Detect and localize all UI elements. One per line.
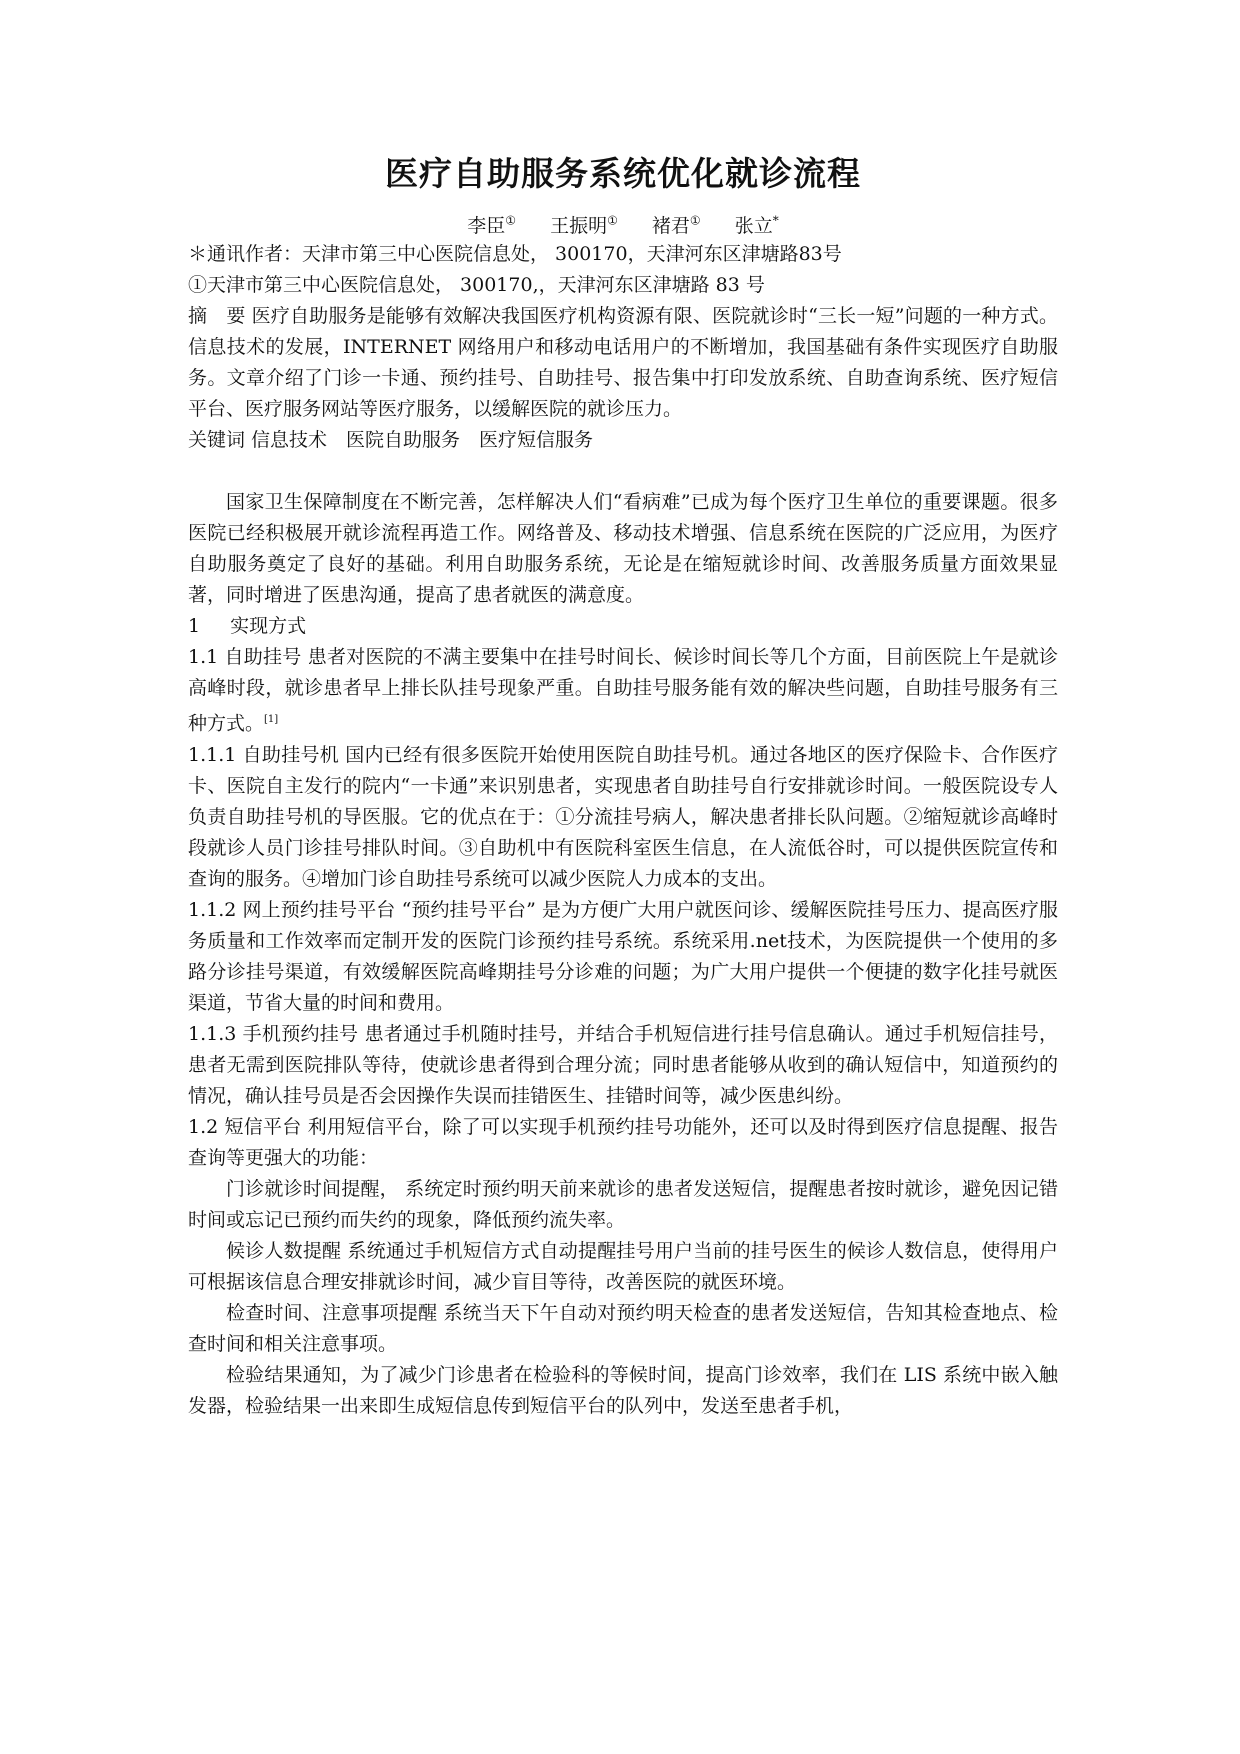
author-name: 李臣 bbox=[467, 215, 506, 238]
section-heading bbox=[188, 611, 1058, 642]
author bbox=[652, 215, 701, 237]
section-title: 实现方式 bbox=[230, 615, 307, 638]
paper-page bbox=[188, 150, 1058, 1422]
paper-title: 医疗自助服务系统优化就诊流程 bbox=[385, 154, 861, 193]
result-paragraph: 检验结果通知，为了减少门诊患者在检验科的等候时间，提高门诊效率，我们在 LIS 系统中嵌入触发器，检验结果一出来即生成短信息传到短信平台的队列中，发送至患者手机， bbox=[188, 1363, 1058, 1417]
abstract-text: 医疗自助服务是能够有效解决我国医疗机构资源有限、医院就诊时“三长一短”问题的一种方式。信息技术的发展，INTERNET 网络用户和移动电话用户的不断增加，我国基础有条件实现医疗自助服务。文章介绍了门诊一卡通、预约挂号、自助挂号、报告集中打印发放系统、自助查询系统、医疗短信平台、医疗服务网站等医疗服务，以缓解医院的就诊压力。 bbox=[188, 305, 1058, 421]
author bbox=[550, 215, 618, 237]
author bbox=[735, 215, 779, 237]
subsection-1-1-2: 1.1.2 网上预约挂号平台 “预约挂号平台” 是为方便广大用户就医问诊、缓解医院挂号压力、提高医疗服务质量和工作效率而定制开发的医院门诊预约挂号系统。系统采用.net技术，为医院提供一个使用的多路分诊挂号渠道，有效缓解医院高峰期挂号分诊难的问题；为广大用户提供一个便捷的数字化挂号就医渠道，节省大量的时间和费用。 bbox=[188, 898, 1058, 1014]
author-name: 王振明 bbox=[550, 215, 608, 238]
subsection-1-2: 1.2 短信平台 利用短信平台，除了可以实现手机预约挂号功能外，还可以及时得到医疗信息提醒、报告查询等更强大的功能： bbox=[188, 1115, 1058, 1169]
author-affiliation: ①天津市第三中心医院信息处， 300170,，天津河东区津塘路 83 号 bbox=[188, 274, 765, 297]
author-mark: ① bbox=[505, 214, 517, 228]
abstract bbox=[188, 301, 1058, 425]
exam-paragraph: 检查时间、注意事项提醒 系统当天下午自动对预约明天检查的患者发送短信，告知其检查地点、检查时间和相关注意事项。 bbox=[188, 1301, 1058, 1355]
keywords bbox=[188, 425, 1058, 456]
author-list bbox=[188, 208, 1058, 239]
paragraph-text: 1.1 自助挂号 患者对医院的不满主要集中在挂号时间长、候诊时间长等几个方面，目前医院上午是就诊高峰时段，就诊患者早上排长队挂号现象严重。自助挂号服务能有效的解决些问题，自助挂号服务有三种方式。 bbox=[188, 646, 1058, 735]
spacer bbox=[188, 456, 1058, 487]
waiting-paragraph: 候诊人数提醒 系统通过手机短信方式自动提醒挂号用户当前的挂号医生的候诊人数信息，使得用户可根据该信息合理安排就诊时间，减少盲目等待，改善医院的就医环境。 bbox=[188, 1239, 1058, 1293]
keywords-text: 信息技术 医院自助服务 医疗短信服务 bbox=[251, 429, 594, 452]
author bbox=[467, 215, 516, 237]
author-name: 褚君 bbox=[651, 215, 690, 238]
subsection-1-1 bbox=[188, 642, 1058, 739]
author-mark: ① bbox=[689, 214, 701, 228]
citation-ref: [1] bbox=[264, 714, 279, 726]
author-mark: * bbox=[772, 214, 779, 228]
section-number: 1 bbox=[188, 615, 201, 638]
corresponding-author-affiliation: ＊通讯作者：天津市第三中心医院信息处， 300170，天津河东区津塘路83号 bbox=[188, 243, 842, 266]
author-name: 张立 bbox=[734, 215, 773, 238]
reminder-paragraph: 门诊就诊时间提醒， 系统定时预约明天前来就诊的患者发送短信，提醒患者按时就诊，避免因记错时间或忘记已预约而失约的现象，降低预约流失率。 bbox=[188, 1177, 1058, 1231]
intro-paragraph: 国家卫生保障制度在不断完善，怎样解决人们“看病难”已成为每个医疗卫生单位的重要课题。很多医院已经积极展开就诊流程再造工作。网络普及、移动技术增强、信息系统在医院的广泛应用，为医疗自助服务奠定了良好的基础。利用自助服务系统，无论是在缩短就诊时间、改善服务质量方面效果显著，同时增进了医患沟通，提高了患者就医的满意度。 bbox=[188, 491, 1058, 607]
subsection-1-1-3: 1.1.3 手机预约挂号 患者通过手机随时挂号，并结合手机短信进行挂号信息确认。通过手机短信挂号，患者无需到医院排队等待，使就诊患者得到合理分流；同时患者能够从收到的确认短信中，知道预约的情况，确认挂号员是否会因操作失误而挂错医生、挂错时间等，减少医患纠纷。 bbox=[188, 1022, 1058, 1107]
abstract-label: 摘 要 bbox=[188, 305, 246, 328]
subsection-1-1-1: 1.1.1 自助挂号机 国内已经有很多医院开始使用医院自助挂号机。通过各地区的医疗保险卡、合作医疗卡、医院自主发行的院内“一卡通”来识别患者，实现患者自助挂号自行安排就诊时间。一般医院设专人负责自助挂号机的导医服。它的优点在于：①分流挂号病人，解决患者排长队问题。②缩短就诊高峰时段就诊人员门诊挂号排队时间。③自助机中有医院科室医生信息，在人流低谷时，可以提供医院宣传和查询的服务。④增加门诊自助挂号系统可以减少医院人力成本的支出。 bbox=[188, 743, 1058, 890]
keywords-label: 关键词 bbox=[188, 429, 246, 452]
author-mark: ① bbox=[607, 214, 618, 228]
